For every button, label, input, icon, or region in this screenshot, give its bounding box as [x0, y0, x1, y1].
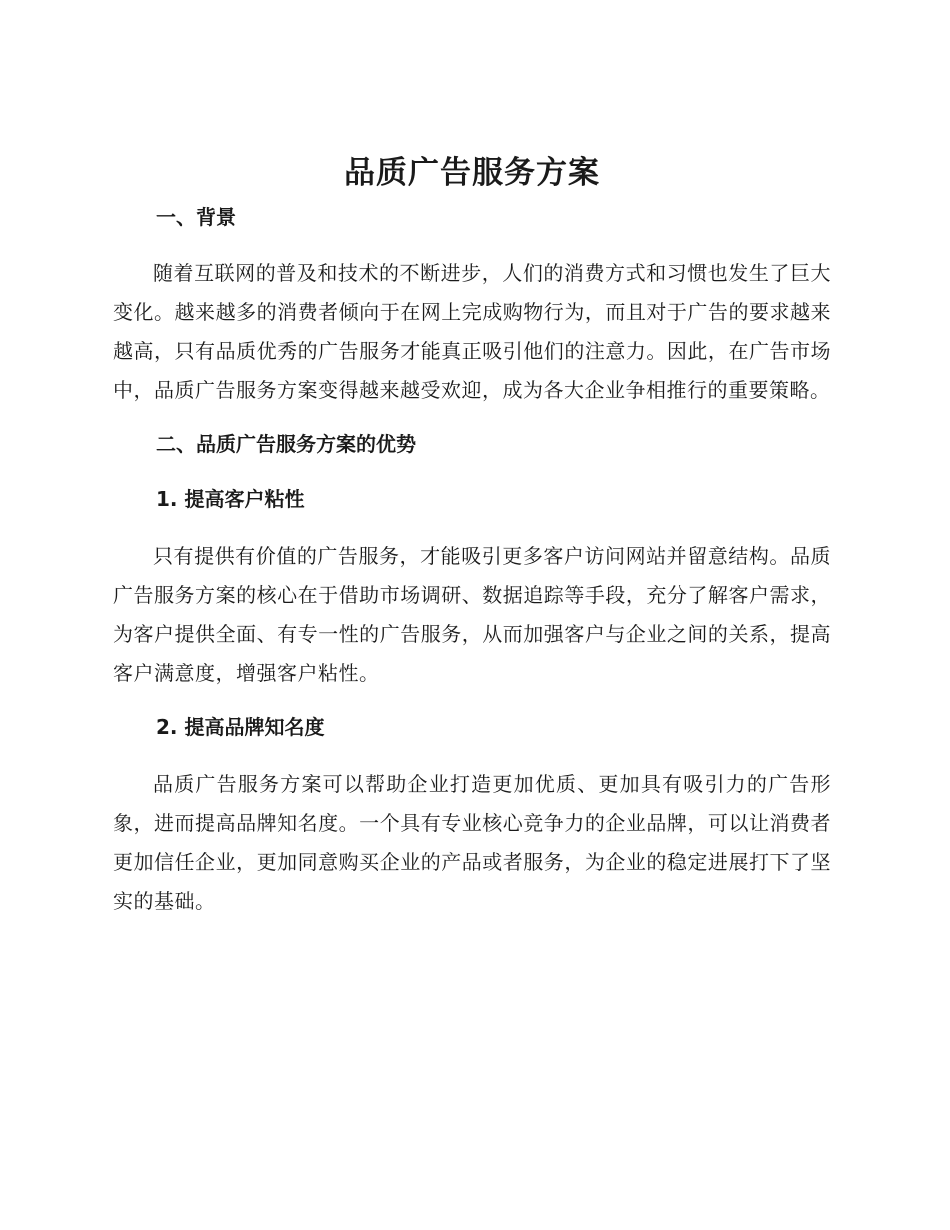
- section-heading-advantages: 二、品质广告服务方案的优势: [156, 432, 416, 456]
- section-heading-background: 一、背景: [156, 205, 236, 229]
- paragraph-customer-stickiness: 只有提供有价值的广告服务，才能吸引更多客户访问网站并留意结构。品质广告服务方案的核心在于借助市场调研、数据追踪等手段，充分了解客户需求，为客户提供全面、有专一性的广告服务，从而加强客户与企业之间的关系，提高客户满意度，增强客户粘性。: [113, 544, 831, 685]
- paragraph-background: 随着互联网的普及和技术的不断进步，人们的消费方式和习惯也发生了巨大变化。越来越多的消费者倾向于在网上完成购物行为，而且对于广告的要求越来越高，只有品质优秀的广告服务才能真正吸引他们的注意力。因此，在广告市场中，品质广告服务方案变得越来越受欢迎，成为各大企业争相推行的重要策略。: [113, 261, 831, 402]
- paragraph-brand-awareness: 品质广告服务方案可以帮助企业打造更加优质、更加具有吸引力的广告形象，进而提高品牌知名度。一个具有专业核心竞争力的企业品牌，可以让消费者更加信任企业，更加同意购买企业的产品或者服务，为企业的稳定进展打下了坚实的基础。: [113, 772, 831, 913]
- document-title: 品质广告服务方案: [344, 155, 600, 191]
- subheading-customer-stickiness: 1. 提高客户粘性: [156, 487, 305, 511]
- document-page: [113, 150, 831, 921]
- subheading-brand-awareness: 2. 提高品牌知名度: [156, 715, 325, 739]
